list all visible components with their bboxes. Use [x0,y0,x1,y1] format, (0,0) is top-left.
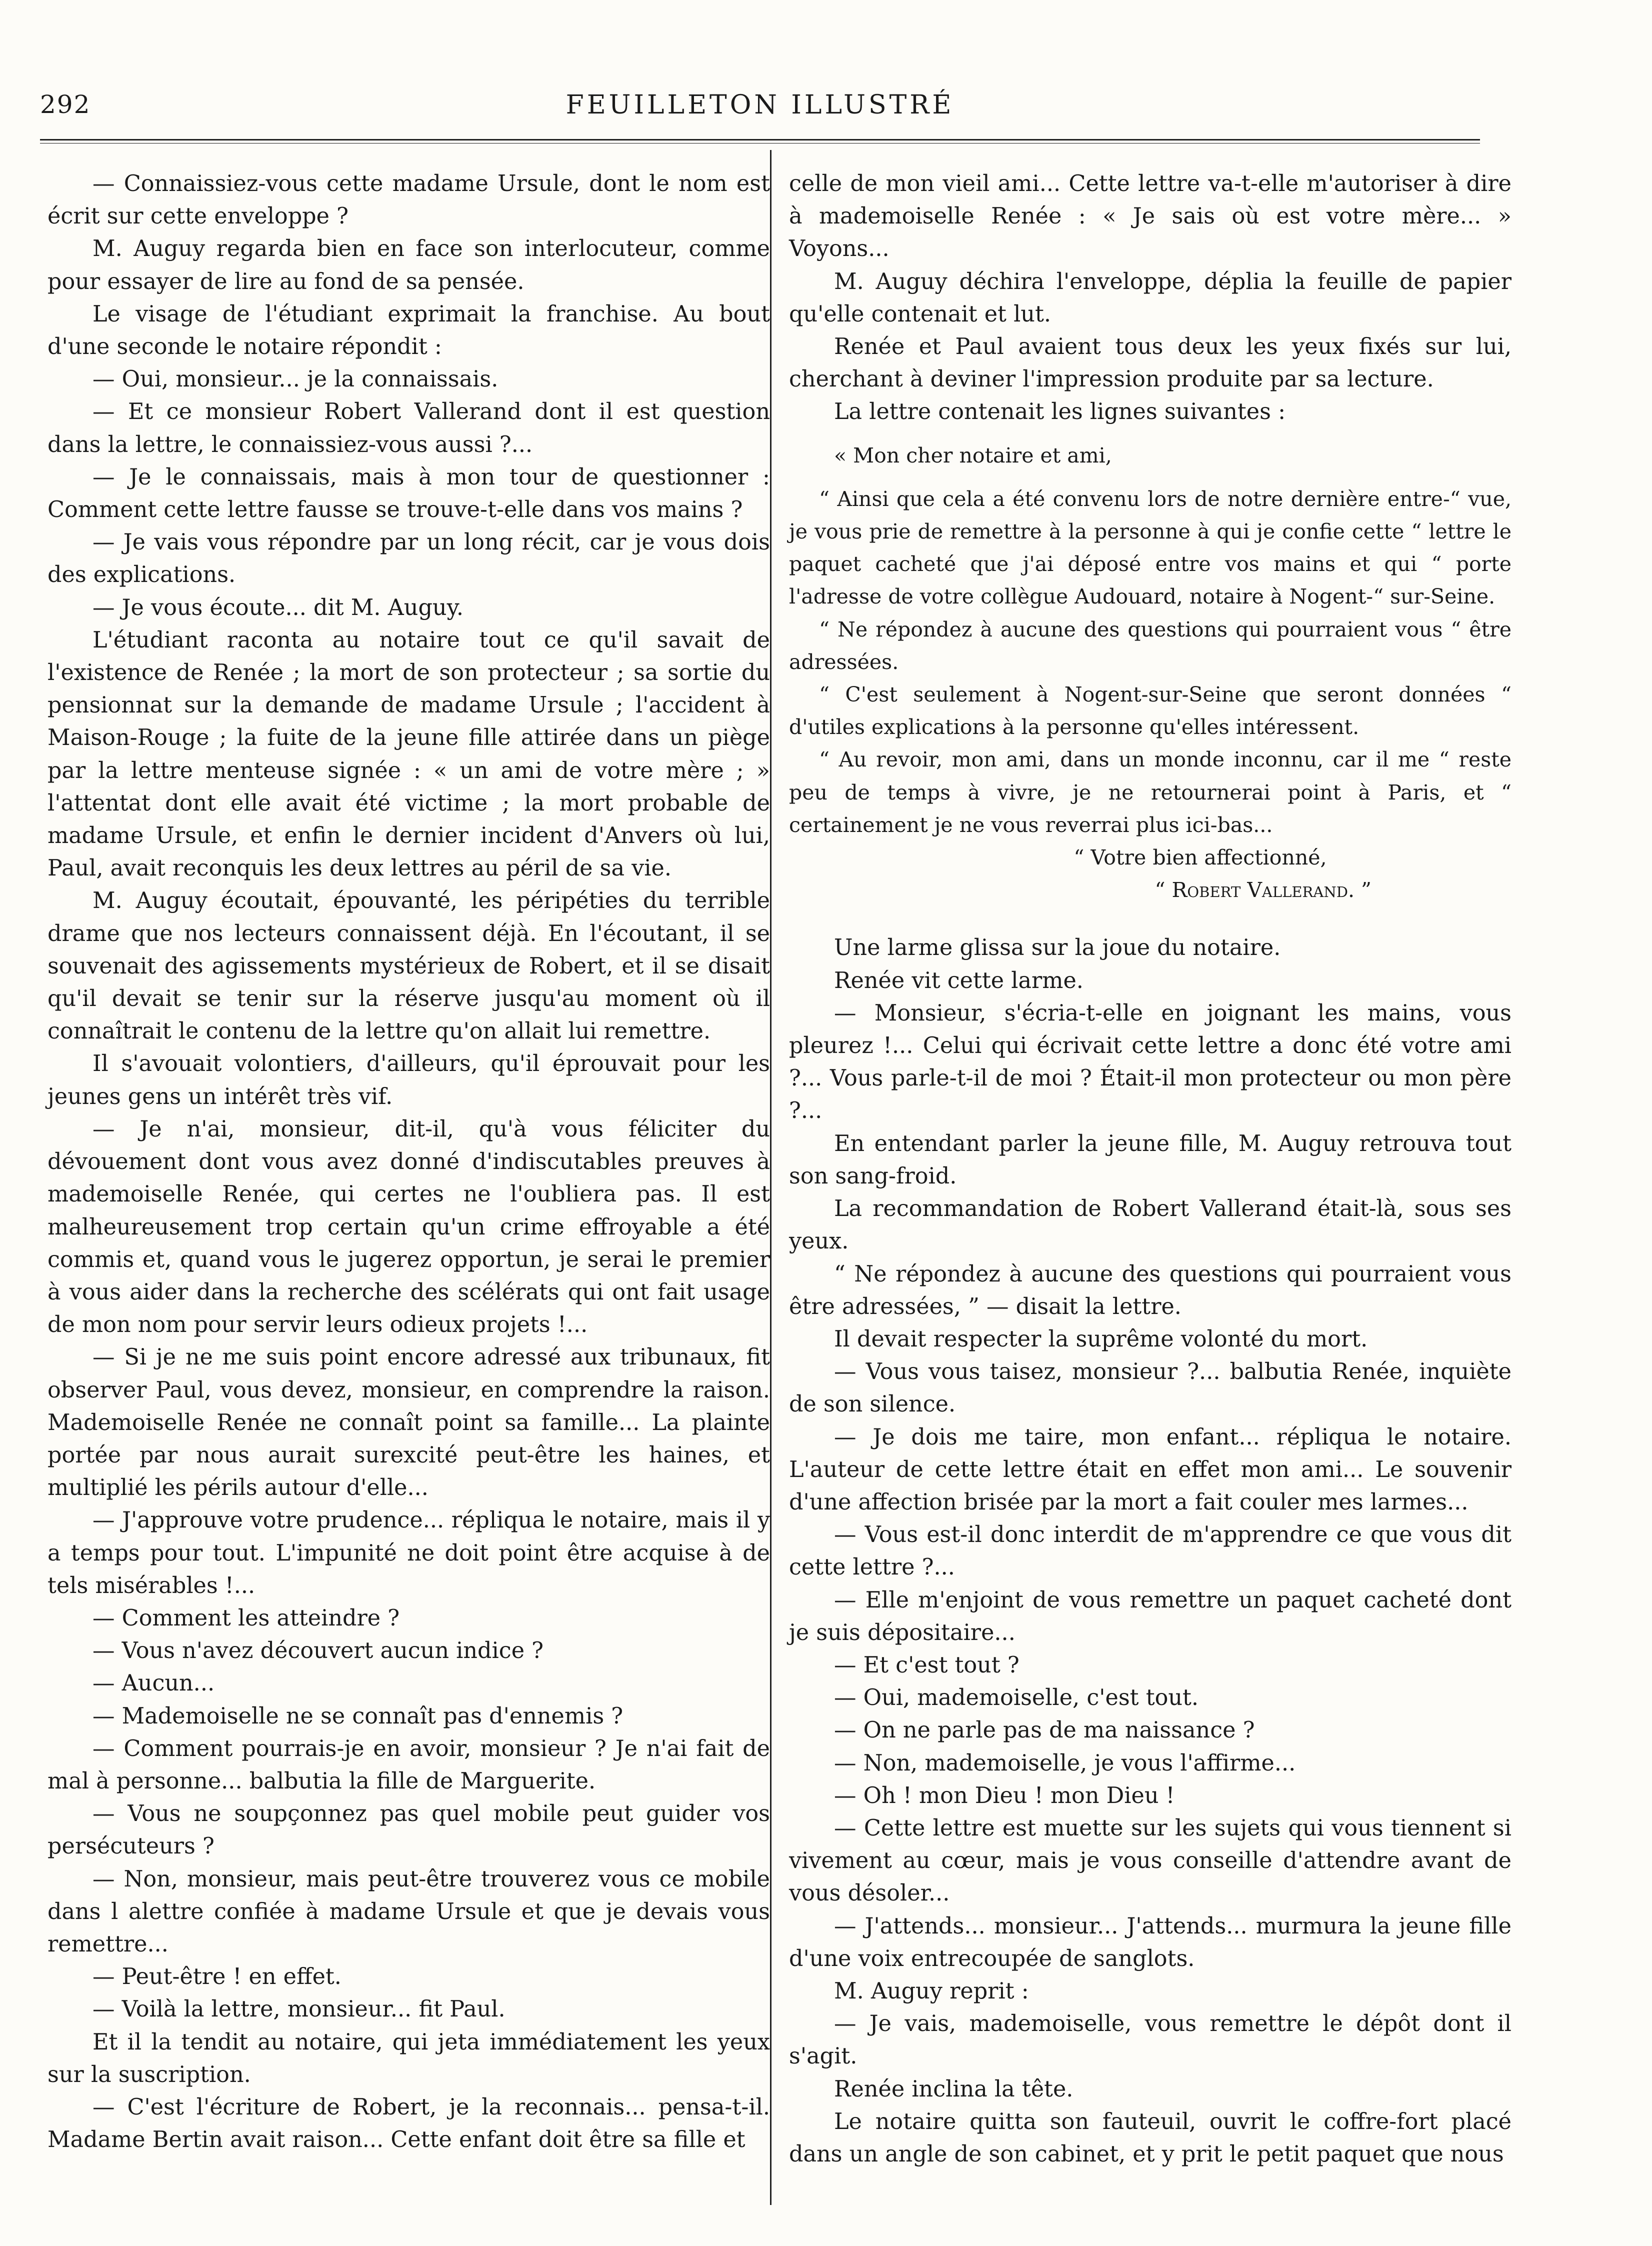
paragraph: En entendant parler la jeune fille, M. Auguy retrouva tout son sang-froid. [789,1130,1512,1189]
paragraph: — J'approuve votre prudence... répliqua le notaire, mais il y a temps pour tout. L'impunité ne doit point être acquise à de tels misérables !... [48,1508,770,1598]
paragraph: — Oui, monsieur... je la connaissais. [92,366,498,392]
paragraph: — Non, monsieur, mais peut-être trouverez vous ce mobile dans l alettre confiée à madame Ursule et que je devais vous remettre... [48,1866,770,1957]
page-header [40,90,1480,135]
paragraph: — Je vais, mademoiselle, vous remettre le dépôt dont il s'agit. [789,2011,1512,2070]
paragraph: — Si je ne me suis point encore adressé aux tribunaux, fit observer Paul, vous devez, monsieur, en comprendre la raison. Mademoiselle Renée ne connaît point sa famille... La plainte portée par nous aurait surexcité peut-être les haines, et multiplié les périls autour d'elle... [48,1344,770,1501]
paragraph: Le visage de l'étudiant exprimait la franchise. Au bout d'une seconde le notaire répondit : [48,301,770,360]
paragraph: Il s'avouait volontiers, d'ailleurs, qu'il éprouvait pour les jeunes gens un intérêt très vif. [48,1051,770,1110]
paragraph: Renée et Paul avaient tous deux les yeux fixés sur lui, cherchant à deviner l'impression produite par sa lecture. [789,334,1512,392]
paragraph: — Non, mademoiselle, je vous l'affirme... [834,1750,1296,1776]
paragraph: “ Ne répondez à aucune des questions qui pourraient vous être adressées, ” — disait la lettre. [789,1261,1512,1320]
paragraph: Le notaire quitta son fauteuil, ouvrit le coffre-fort placé dans un angle de son cabinet, et y prit le petit paquet que nous [789,2108,1512,2167]
paragraph: M. Auguy regarda bien en face son interlocuteur, comme pour essayer de lire au fond de sa pensée. [48,236,770,294]
paragraph: — Je le connaissais, mais à mon tour de questionner : Comment cette lettre fausse se trouve-t-elle dans vos mains ? [48,464,770,523]
paragraph: — C'est l'écriture de Robert, je la reconnais... pensa-t-il. Madame Bertin avait raison... Cette enfant doit être sa fille et [48,2094,770,2153]
paragraph: — Mademoiselle ne se connaît pas d'ennemis ? [92,1703,624,1729]
paragraph: — Oh ! mon Dieu ! mon Dieu ! [834,1782,1175,1808]
paragraph: Il devait respecter la suprême volonté du mort. [834,1326,1368,1352]
paragraph: La recommandation de Robert Vallerand était-là, sous ses yeux. [789,1196,1512,1254]
paragraph: M. Auguy déchira l'enveloppe, déplia la feuille de papier qu'elle contenait et lut. [789,268,1512,327]
paragraph: — Oui, mademoiselle, c'est tout. [834,1685,1199,1711]
paragraph: Et il la tendit au notaire, qui jeta immédiatement les yeux sur la suscription. [48,2029,770,2088]
letter-paragraph: “ Ne répondez à aucune des questions qui pourraient vous “ être adressées. [789,617,1512,674]
paragraph: — J'attends... monsieur... J'attends... murmura la jeune fille d'une voix entrecoupée de sanglots. [789,1913,1512,1972]
paragraph: — Peut-être ! en effet. [92,1964,342,1990]
paragraph: — Vous est-il donc interdit de m'apprendre ce que vous dit cette lettre ?... [789,1522,1512,1580]
right-column-after-letter [789,932,1512,2170]
right-column-before-letter [789,168,1512,428]
letter-paragraph: “ Au revoir, mon ami, dans un monde inconnu, car il me “ reste peu de temps à vivre, je ne retournerai point à Paris, et “ certainement je ne vous reverrai plus ici-bas... [789,748,1512,837]
paragraph: — Et c'est tout ? [834,1652,1020,1678]
page-number: 292 [40,90,91,119]
right-column [789,168,1512,2170]
paragraph: — Vous ne soupçonnez pas quel mobile peut guider vos persécuteurs ? [48,1801,770,1860]
spacer [789,428,1512,440]
paragraph: La lettre contenait les lignes suivantes : [834,399,1286,425]
paragraph: — Vous vous taisez, monsieur ?... balbutia Renée, inquiète de son silence. [789,1359,1512,1418]
letter-signature: “ Robert Vallerand. ” [1154,878,1372,902]
letter-body [789,483,1512,842]
paragraph: Renée inclina la tête. [834,2076,1074,2102]
letter-salutation: « Mon cher notaire et ami, [834,443,1112,468]
paragraph: Une larme glissa sur la joue du notaire. [834,935,1281,961]
paragraph: — Je vais vous répondre par un long récit, car je vous dois des explications. [48,530,770,588]
letter-paragraph: “ Ainsi que cela a été convenu lors de notre dernière entre-“ vue, je vous prie de remettre à la personne à qui je confie cette “ lettre le paquet cacheté que j'ai déposé entre vos mains et qui “ porte l'adresse de votre collègue Audouard, notaire à Nogent-“ sur-Seine. [789,486,1512,609]
paragraph: — Voilà la lettre, monsieur... fit Paul. [92,1996,506,2022]
paragraph: — Cette lettre est muette sur les sujets qui vous tiennent si vivement au cœur, mais je vous conseille d'attendre avant de vous désoler... [789,1815,1512,1906]
paragraph: — Je dois me taire, mon enfant... répliqua le notaire. L'auteur de cette lettre était en effet mon ami... Le souvenir d'une affection brisée par la mort a fait couler mes larmes... [789,1424,1512,1515]
paragraph: — Et ce monsieur Robert Vallerand dont il est question dans la lettre, le connaissiez-vous aussi ?... [48,399,770,458]
header-rule [40,139,1480,144]
paragraph: — Elle m'enjoint de vous remettre un paquet cacheté dont je suis dépositaire... [789,1587,1512,1646]
paragraph: — Comment pourrais-je en avoir, monsieur ? Je n'ai fait de mal à personne... balbutia la fille de Marguerite. [48,1736,770,1794]
paragraph: — Connaissiez-vous cette madame Ursule, dont le nom est écrit sur cette enveloppe ? [48,171,770,230]
paragraph: — Monsieur, s'écria-t-elle en joignant les mains, vous pleurez !... Celui qui écrivait cette lettre a donc été votre ami ?... Vous parle-t-il de moi ? Était-il mon protecteur ou mon père ?... [789,1000,1512,1124]
paragraph: — Vous n'avez découvert aucun indice ? [92,1638,544,1664]
running-title: FEUILLETON ILLUSTRÉ [566,90,954,120]
paragraph: — Comment les atteindre ? [92,1605,400,1631]
paragraph: celle de mon vieil ami... Cette lettre va-t-elle m'autoriser à dire à mademoiselle Renée : « Je sais où est votre mère... » Voyons... [789,171,1512,262]
paragraph: — Aucun... [92,1670,215,1696]
letter-closing: “ Votre bien affectionné, [1074,846,1327,870]
letter-paragraph: “ C'est seulement à Nogent-sur-Seine que seront données “ d'utiles explications à la personne qu'elles intéressent. [789,682,1512,740]
paragraph: — Je n'ai, monsieur, dit-il, qu'à vous féliciter du dévouement dont vous avez donné d'indiscutables preuves à mademoiselle Renée, qui certes ne l'oubliera pas. Il est malheureusement trop certain qu'un crime effroyable a été commis et, quand vous le jugerez opportun, je serai le premier à vous aider dans la recherche des scélérats qui ont fait usage de mon nom pour servir leurs odieux projets !... [48,1116,770,1338]
paragraph: Renée vit cette larme. [834,968,1084,994]
left-column [48,168,770,2156]
paragraph: — Je vous écoute... dit M. Auguy. [92,594,464,620]
paragraph: L'étudiant raconta au notaire tout ce qu'il savait de l'existence de Renée ; la mort de son protecteur ; sa sortie du pensionnat sur la demande de madame Ursule ; l'accident à Maison-Rouge ; la fuite de la jeune fille attirée dans un piège par la lettre menteuse signée : « un ami de votre mère ; » l'attentat dont elle avait été victime ; la mort probable de madame Ursule, et enfin le dernier incident d'Anvers où lui, Paul, avait reconquis les deux lettres au péril de sa vie. [48,627,770,882]
paragraph: — On ne parle pas de ma naissance ? [834,1718,1255,1744]
paragraph: M. Auguy reprit : [834,1978,1029,2004]
column-divider [770,150,772,2205]
paragraph: M. Auguy écoutait, épouvanté, les péripéties du terrible drame que nos lecteurs connaissent déjà. En l'écoutant, il se souvenait des agissements mystérieux de Robert, et il se disait qu'il devait se tenir sur la réserve jusqu'au moment où il connaîtrait le contenu de la lettre qu'on allait lui remettre. [48,888,770,1044]
quoted-letter [789,440,1512,907]
